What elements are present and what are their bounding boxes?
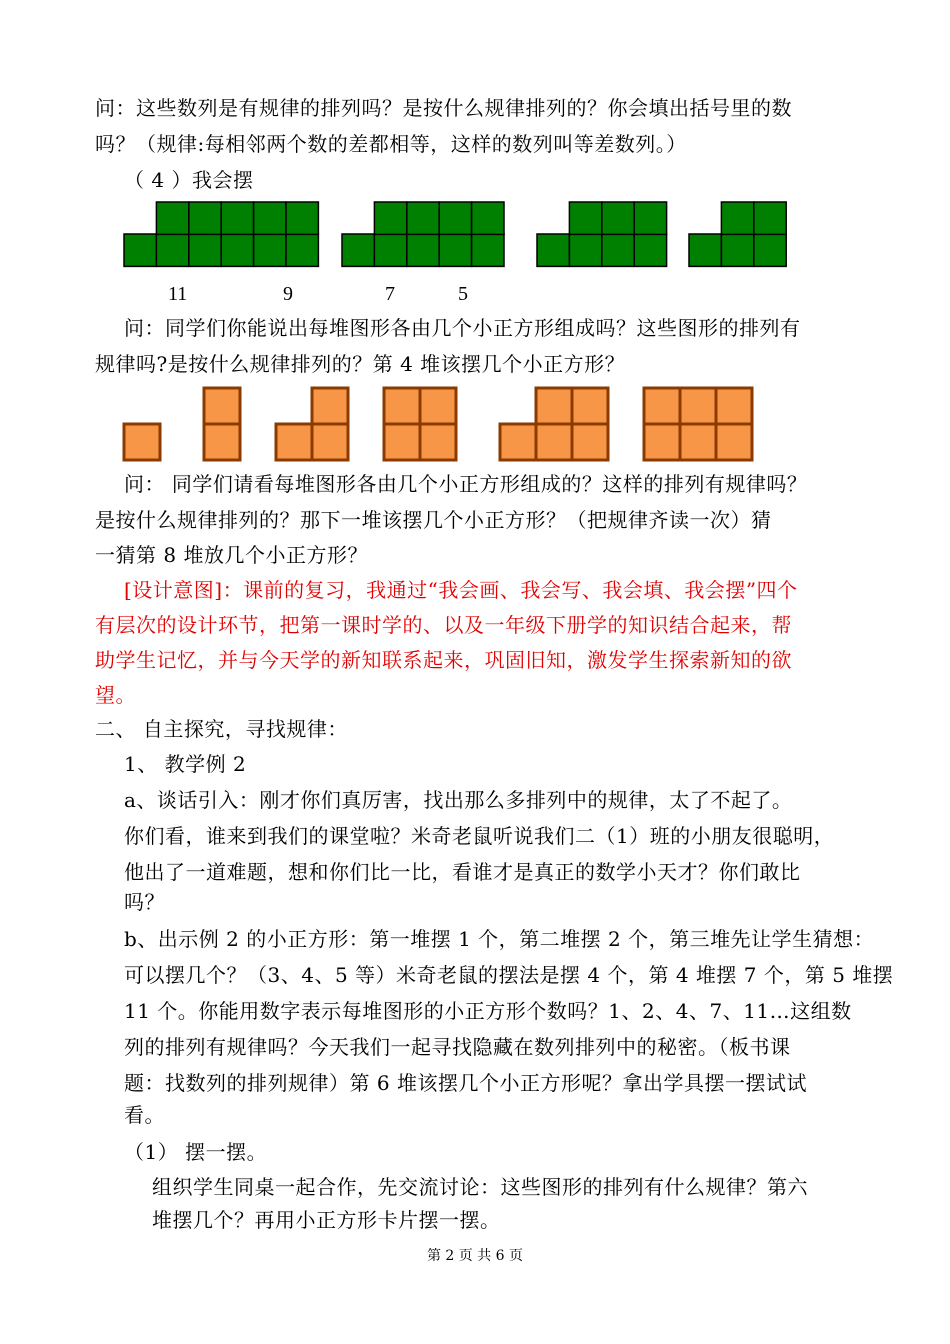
orange-square xyxy=(384,388,420,424)
orange-square xyxy=(204,388,240,424)
section-heading: （ 4 ）我会摆 xyxy=(124,168,254,192)
green-square xyxy=(472,234,504,266)
paragraph-line: 是按什么规律排列的？那下一堆该摆几个小正方形？（把规律齐读一次）猜 xyxy=(95,508,772,532)
green-square xyxy=(254,234,286,266)
green-square xyxy=(634,234,666,266)
green-label-1: 11 xyxy=(168,283,188,305)
green-square xyxy=(189,202,221,234)
orange-square xyxy=(536,388,572,424)
design-intent-line: 望。 xyxy=(95,683,136,707)
green-label-4: 5 xyxy=(458,283,468,305)
green-square xyxy=(286,202,318,234)
paragraph-line: 题：找数列的排列规律）第 6 堆该摆几个小正方形呢？拿出学具摆一摆试试 xyxy=(124,1071,807,1095)
green-square xyxy=(721,234,753,266)
green-square xyxy=(156,202,188,234)
orange-square xyxy=(420,388,456,424)
green-label-3: 7 xyxy=(385,283,395,305)
paragraph-line: b、出示例 2 的小正方形：第一堆摆 1 个，第二堆摆 2 个，第三堆先让学生猜想： xyxy=(124,927,875,951)
design-intent-line: 有层次的设计环节，把第一课时学的、以及一年级下册学的知识结合起来，帮 xyxy=(95,613,792,637)
orange-square xyxy=(384,424,420,460)
green-square xyxy=(156,234,188,266)
design-intent-line: [设计意图]：课前的复习，我通过“我会画、我会写、我会填、我会摆”四个 xyxy=(124,578,798,602)
green-square xyxy=(342,234,374,266)
orange-square xyxy=(204,424,240,460)
paragraph-line: 组织学生同桌一起合作，先交流讨论：这些图形的排列有什么规律？第六 xyxy=(152,1175,808,1199)
green-square-stacks xyxy=(124,202,786,266)
paragraph-line: 吗？ xyxy=(124,890,165,914)
green-square xyxy=(439,234,471,266)
green-square xyxy=(634,202,666,234)
green-square xyxy=(407,234,439,266)
paragraph-line: 他出了一道难题，想和你们比一比，看谁才是真正的数学小天才？你们敢比 xyxy=(124,860,801,884)
paragraph-line: 问：这些数列是有规律的排列吗？是按什么规律排列的？你会填出括号里的数 xyxy=(95,96,792,120)
orange-square xyxy=(680,424,716,460)
orange-square xyxy=(124,424,160,460)
paragraph-line: 吗？（规律:每相邻两个数的差都相等，这样的数列叫等差数列。） xyxy=(95,132,687,156)
green-square xyxy=(602,202,634,234)
orange-square xyxy=(572,424,608,460)
page-footer: 第 2 页 共 6 页 xyxy=(426,1248,524,1264)
green-square xyxy=(374,234,406,266)
paragraph-line: a、谈话引入：刚才你们真厉害，找出那么多排列中的规律，太了不起了。 xyxy=(124,788,793,812)
orange-square xyxy=(420,424,456,460)
green-square xyxy=(602,234,634,266)
green-square xyxy=(754,202,786,234)
paragraph-line: 可以摆几个？（3、4、5 等）米奇老鼠的摆法是摆 4 个，第 4 堆摆 7 个，第 5 堆摆 xyxy=(124,963,894,987)
design-intent-line: 助学生记忆，并与今天学的新知联系起来，巩固旧知，激发学生探索新知的欲 xyxy=(95,648,792,672)
green-square xyxy=(721,202,753,234)
orange-square-stacks xyxy=(124,388,752,460)
paragraph-line: 问： 同学们请看每堆图形各由几个小正方形组成的？这样的排列有规律吗？ xyxy=(124,472,808,496)
green-square xyxy=(754,234,786,266)
green-square xyxy=(472,202,504,234)
green-square xyxy=(254,202,286,234)
green-square xyxy=(124,234,156,266)
green-label-2: 9 xyxy=(283,283,293,305)
green-square xyxy=(189,234,221,266)
green-square xyxy=(439,202,471,234)
subsection-heading: 1、 教学例 2 xyxy=(124,752,247,776)
paragraph-line: 列的排列有规律吗？今天我们一起寻找隐藏在数列排列中的秘密。（板书课 xyxy=(124,1035,791,1059)
subsection-heading: （1） 摆一摆。 xyxy=(124,1140,268,1164)
paragraph-line: 问：同学们你能说出每堆图形各由几个小正方形组成吗？这些图形的排列有 xyxy=(124,316,801,340)
paragraph-line: 一猜第 8 堆放几个小正方形？ xyxy=(95,543,368,567)
green-square xyxy=(569,234,601,266)
section-heading: 二、 自主探究，寻找规律： xyxy=(95,717,348,741)
paragraph-line: 11 个。你能用数字表示每堆图形的小正方形个数吗？1、2、4、7、11…这组数 xyxy=(124,999,852,1023)
green-square xyxy=(689,234,721,266)
green-square xyxy=(537,234,569,266)
paragraph-line: 堆摆几个？再用小正方形卡片摆一摆。 xyxy=(152,1208,501,1232)
orange-square xyxy=(644,388,680,424)
green-square xyxy=(286,234,318,266)
orange-square xyxy=(500,424,536,460)
orange-square xyxy=(312,424,348,460)
orange-square xyxy=(536,424,572,460)
orange-square xyxy=(716,388,752,424)
paragraph-line: 看。 xyxy=(124,1103,165,1127)
green-square xyxy=(569,202,601,234)
orange-square xyxy=(680,388,716,424)
paragraph-line: 你们看，谁来到我们的课堂啦？米奇老鼠听说我们二（1）班的小朋友很聪明， xyxy=(124,824,835,848)
orange-square xyxy=(276,424,312,460)
orange-square xyxy=(312,388,348,424)
green-square xyxy=(374,202,406,234)
green-square xyxy=(407,202,439,234)
orange-square xyxy=(716,424,752,460)
orange-square xyxy=(644,424,680,460)
green-square xyxy=(221,234,253,266)
green-square xyxy=(221,202,253,234)
orange-square xyxy=(572,388,608,424)
paragraph-line: 规律吗?是按什么规律排列的？第 4 堆该摆几个小正方形？ xyxy=(95,352,626,376)
